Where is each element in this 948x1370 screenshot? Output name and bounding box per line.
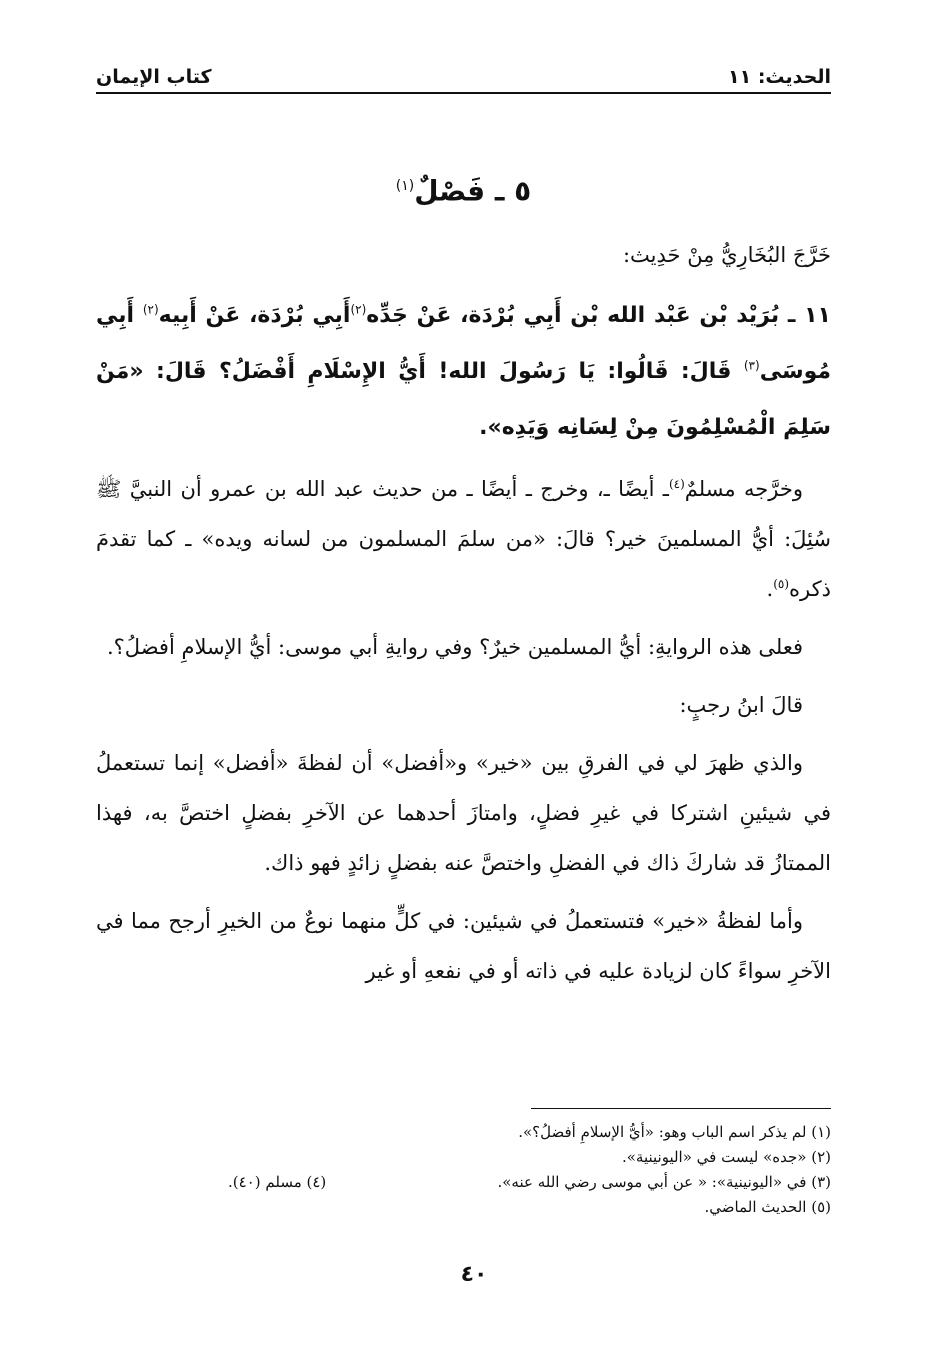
section-heading bbox=[96, 168, 831, 209]
footnote-row bbox=[96, 1170, 831, 1195]
paragraph-intro: خَرَّجَ البُخَارِيُّ مِنْ حَدِيث: bbox=[622, 243, 831, 267]
footnote-5: (٥) الحديث الماضي. bbox=[704, 1198, 831, 1216]
muslim-part2: ـ أيضًا ـ، وخرج ـ أيضًا ـ من حديث عبد الله بن عمرو أن النبيَّ ﷺ سُئِلَ: أيُّ المسلمينَ خير؟ قالَ: «من سلمَ المسلمون من لسانه ويده» ـ كما تقدمَ ذكره bbox=[96, 477, 831, 601]
muslim-part1: وخرَّجه مسلمٌ bbox=[684, 477, 803, 501]
footnote-3: (٣) في «اليونينية»: « عن أبي موسى رضي الله عنه». bbox=[497, 1173, 831, 1191]
footnote-4: (٤) مسلم (٤٠). bbox=[228, 1173, 327, 1191]
footnote-ref-5: (٥) bbox=[773, 577, 790, 591]
hadith-chain-part2: أَبِي بُرْدَة، عَنْ أَبِيه bbox=[158, 303, 351, 328]
footnote-row bbox=[96, 1120, 831, 1145]
footnote-ref-4: (٤) bbox=[668, 477, 685, 491]
paragraph-khayr: وأما لفظةُ «خير» فتستعملُ في شيئين: في كلٍّ منهما نوعٌ من الخيرِ أرجح مما في الآخرِ سواءً كان لزيادة عليه في ذاته أو في نفعهِ أو غير bbox=[96, 909, 831, 983]
paragraph-ibn-rajab: قالَ ابنُ رجبٍ: bbox=[679, 693, 803, 717]
footnote-2: (٢) «جده» ليست في «اليونينية». bbox=[621, 1148, 831, 1166]
page-number: ٤٠ bbox=[460, 1262, 488, 1287]
hadith-chain-part3: أَبِي مُوسَى bbox=[96, 303, 831, 384]
paragraph-hadith bbox=[96, 288, 831, 456]
header-hadith-label: الحديث: ١١ bbox=[728, 66, 831, 88]
paragraph-muslim bbox=[96, 464, 831, 614]
paragraph-riwaya: فعلى هذه الروايةِ: أيُّ المسلمين خيرٌ؟ وفي روايةِ أبي موسى: أيُّ الإسلامِ أفضلُ؟. bbox=[106, 635, 803, 659]
section-heading-text: ٥ ـ فَصْلٌ bbox=[414, 174, 532, 208]
section-footnote-ref: (١) bbox=[395, 178, 415, 194]
footnote-ref-2b: (٢) bbox=[142, 302, 159, 317]
muslim-part3: . bbox=[766, 577, 774, 601]
footnote-1: (١) لم يذكر اسم الباب وهو: «أيُّ الإسلامِ أفضلُ؟». bbox=[518, 1123, 831, 1141]
hadith-matn: قَالَ: قَالُوا: يَا رَسُولَ الله! أَيُّ الإِسْلَامِ أَفْضَلُ؟ قَالَ: «مَنْ سَلِمَ الْمُسْلِمُونَ مِنْ لِسَانِه وَيَدِه». bbox=[96, 359, 831, 440]
footnote-ref-3: (٣) bbox=[743, 358, 760, 373]
footnote-row bbox=[96, 1195, 831, 1220]
footnote-separator bbox=[531, 1108, 831, 1109]
hadith-chain-part1: ١١ ـ بُرَيْد بْن عَبْد الله بْن أَبِي بُرْدَة، عَنْ جَدِّه bbox=[366, 303, 831, 328]
footnote-ref-2a: (٢) bbox=[350, 302, 367, 317]
header-book-title: كتاب الإيمان bbox=[96, 66, 212, 88]
footnote-row bbox=[96, 1145, 831, 1170]
running-header bbox=[96, 52, 831, 94]
footnotes bbox=[96, 1120, 831, 1220]
paragraph-afdal: والذي ظهرَ لي في الفرقِ بين «خير» و«أفضل» أن لفظةَ «أفضل» إنما تستعملُ في شيئينِ اشتركا في غيرِ فضلٍ، وامتازَ أحدهما عن الآخرِ بفضلٍ اختصَّ به، فهذا الممتازُ قد شاركَ ذاك في الفضلِ واختصَّ عنه بفضلٍ زائدٍ فهو ذاك. bbox=[96, 751, 831, 875]
main-text bbox=[96, 230, 831, 1004]
